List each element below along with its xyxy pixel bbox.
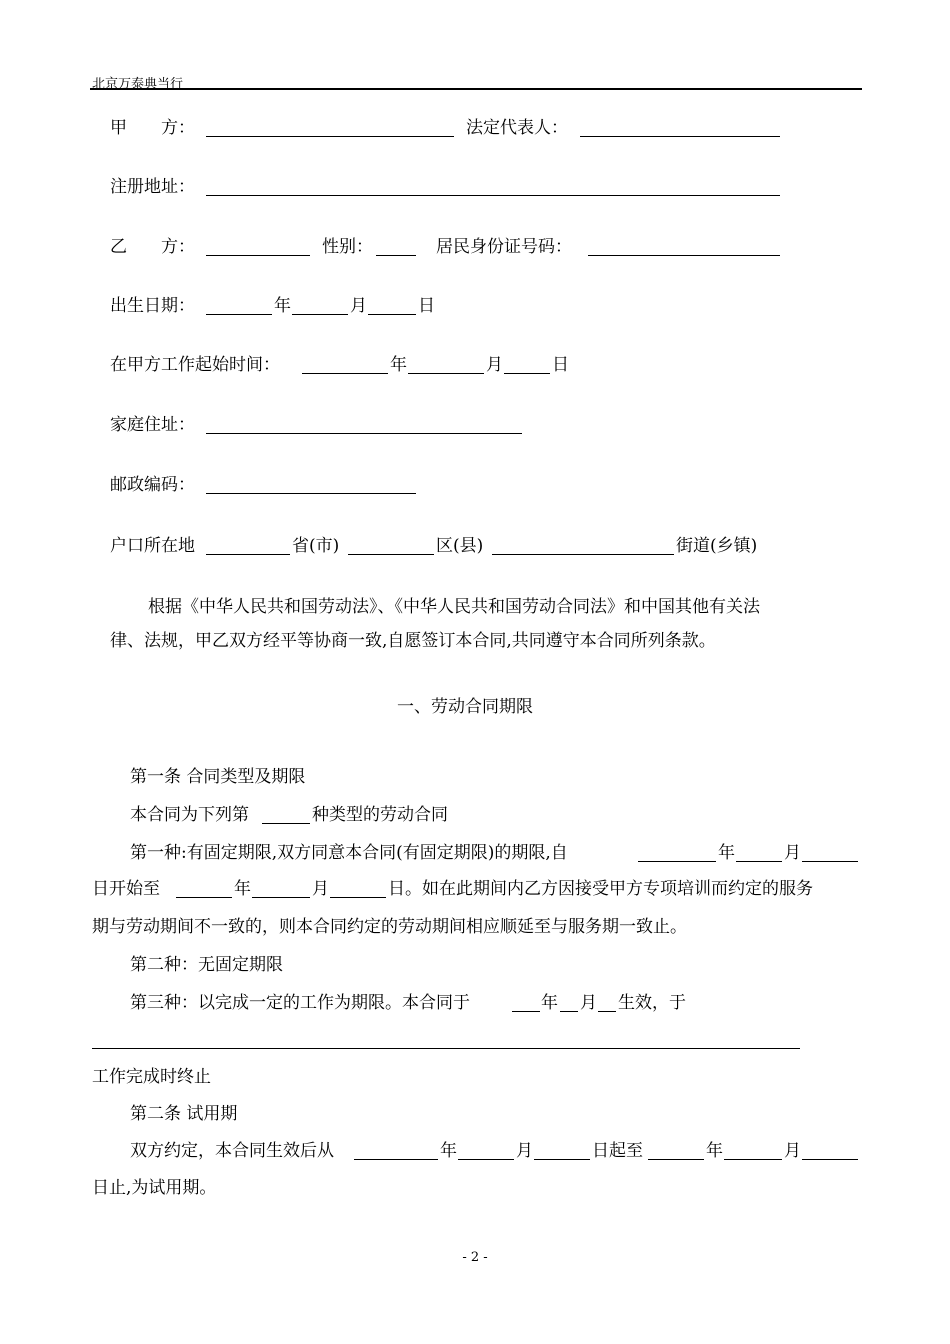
- probation-start-day-field[interactable]: [534, 1159, 590, 1160]
- type3-a: 第三种：以完成一定的工作为期限。本合同于: [130, 993, 470, 1013]
- type3-year-unit: 年: [541, 993, 558, 1013]
- type1-start-year-field[interactable]: [638, 861, 716, 862]
- art1-p1-a: 本合同为下列第: [130, 805, 249, 825]
- type1-start-year-unit: 年: [718, 843, 735, 863]
- art2-c: 日止,为试用期。: [92, 1178, 217, 1198]
- type1-end-day-field[interactable]: [330, 897, 386, 898]
- home-address-label: 家庭住址：: [110, 415, 195, 435]
- id-number-field[interactable]: [588, 255, 780, 256]
- art2-a: 双方约定，本合同生效后从: [130, 1141, 334, 1161]
- probation-start-month-unit: 月: [516, 1141, 533, 1161]
- type1-start-month-field[interactable]: [736, 861, 782, 862]
- work-start-day-unit: 日: [552, 355, 569, 375]
- intro-line-2: 律、法规，甲乙双方经平等协商一致,自愿签订本合同,共同遵守本合同所列条款。: [110, 631, 716, 651]
- type1-d: 期与劳动期间不一致的，则本合同约定的劳动期间相应顺延至与服务期一致止。: [92, 917, 687, 937]
- party-b-label: 乙 方：: [110, 237, 195, 257]
- birth-year-field[interactable]: [206, 314, 272, 315]
- art2-b: 日起至: [592, 1141, 643, 1161]
- birth-label: 出生日期：: [110, 296, 195, 316]
- street-label: 街道(乡镇): [676, 536, 758, 556]
- birth-day-field[interactable]: [368, 314, 416, 315]
- type1-end-year-field[interactable]: [176, 897, 232, 898]
- legal-rep-label: 法定代表人：: [466, 118, 568, 138]
- birth-month-field[interactable]: [292, 314, 348, 315]
- article-2-title: 第二条 试用期: [130, 1104, 238, 1124]
- type1-end-month-field[interactable]: [252, 897, 310, 898]
- hukou-label: 户口所在地: [110, 536, 195, 556]
- reg-address-field[interactable]: [206, 195, 780, 196]
- party-a-label: 甲 方：: [110, 118, 195, 138]
- work-start-label: 在甲方工作起始时间：: [110, 355, 280, 375]
- contract-type-field[interactable]: [262, 823, 310, 824]
- hukou-province-field[interactable]: [206, 554, 290, 555]
- page-number: - 2 -: [462, 1250, 488, 1265]
- party-a-field[interactable]: [206, 136, 454, 137]
- postcode-field[interactable]: [206, 493, 416, 494]
- gender-label: 性别：: [322, 237, 373, 257]
- probation-end-year-unit: 年: [706, 1141, 723, 1161]
- probation-end-month-field[interactable]: [724, 1159, 782, 1160]
- type2: 第二种：无固定期限: [130, 955, 283, 975]
- type3-month-unit: 月: [580, 993, 597, 1013]
- work-start-month-field[interactable]: [408, 373, 484, 374]
- type1-a: 第一种:有固定期限,双方同意本合同(有固定期限)的期限,自: [130, 843, 568, 863]
- type3-end: 工作完成时终止: [92, 1067, 211, 1087]
- birth-month-unit: 月: [350, 296, 367, 316]
- reg-address-label: 注册地址：: [110, 177, 195, 197]
- header-rule: [90, 88, 862, 90]
- hukou-street-field[interactable]: [492, 554, 674, 555]
- legal-rep-field[interactable]: [580, 136, 780, 137]
- hukou-district-field[interactable]: [348, 554, 434, 555]
- type1-c: 日。如在此期间内乙方因接受甲方专项培训而约定的服务: [388, 879, 813, 899]
- probation-end-year-field[interactable]: [648, 1159, 704, 1160]
- gender-field[interactable]: [376, 255, 416, 256]
- type3-day-field[interactable]: [598, 1011, 616, 1012]
- home-address-field[interactable]: [206, 433, 522, 434]
- header-company: 北京万泰典当行: [92, 77, 184, 92]
- probation-start-month-field[interactable]: [458, 1159, 514, 1160]
- type3-month-field[interactable]: [560, 1011, 578, 1012]
- probation-start-year-field[interactable]: [354, 1159, 438, 1160]
- probation-start-year-unit: 年: [440, 1141, 457, 1161]
- section-title: 一、劳动合同期限: [397, 697, 533, 717]
- work-start-year-unit: 年: [390, 355, 407, 375]
- type1-end-month-unit: 月: [312, 879, 329, 899]
- art1-p1-b: 种类型的劳动合同: [312, 805, 448, 825]
- birth-day-unit: 日: [418, 296, 435, 316]
- work-start-month-unit: 月: [486, 355, 503, 375]
- postcode-label: 邮政编码：: [110, 475, 195, 495]
- id-number-label: 居民身份证号码：: [436, 237, 572, 257]
- work-start-day-field[interactable]: [504, 373, 550, 374]
- district-label: 区(县): [436, 536, 484, 556]
- work-start-year-field[interactable]: [302, 373, 388, 374]
- type1-start-day-field[interactable]: [802, 861, 858, 862]
- type1-b: 日开始至: [92, 879, 160, 899]
- probation-end-month-unit: 月: [784, 1141, 801, 1161]
- intro-line-1: 根据《中华人民共和国劳动法》、《中华人民共和国劳动合同法》和中国其他有关法: [148, 597, 760, 617]
- article-1-title: 第一条 合同类型及期限: [130, 767, 306, 787]
- province-label: 省(市): [292, 536, 340, 556]
- probation-end-day-field[interactable]: [802, 1159, 858, 1160]
- birth-year-unit: 年: [274, 296, 291, 316]
- type1-end-year-unit: 年: [234, 879, 251, 899]
- type3-work-field[interactable]: [92, 1048, 800, 1049]
- type1-start-month-unit: 月: [784, 843, 801, 863]
- type3-year-field[interactable]: [512, 1011, 540, 1012]
- type3-b: 生效，于: [618, 993, 686, 1013]
- party-b-field[interactable]: [206, 255, 310, 256]
